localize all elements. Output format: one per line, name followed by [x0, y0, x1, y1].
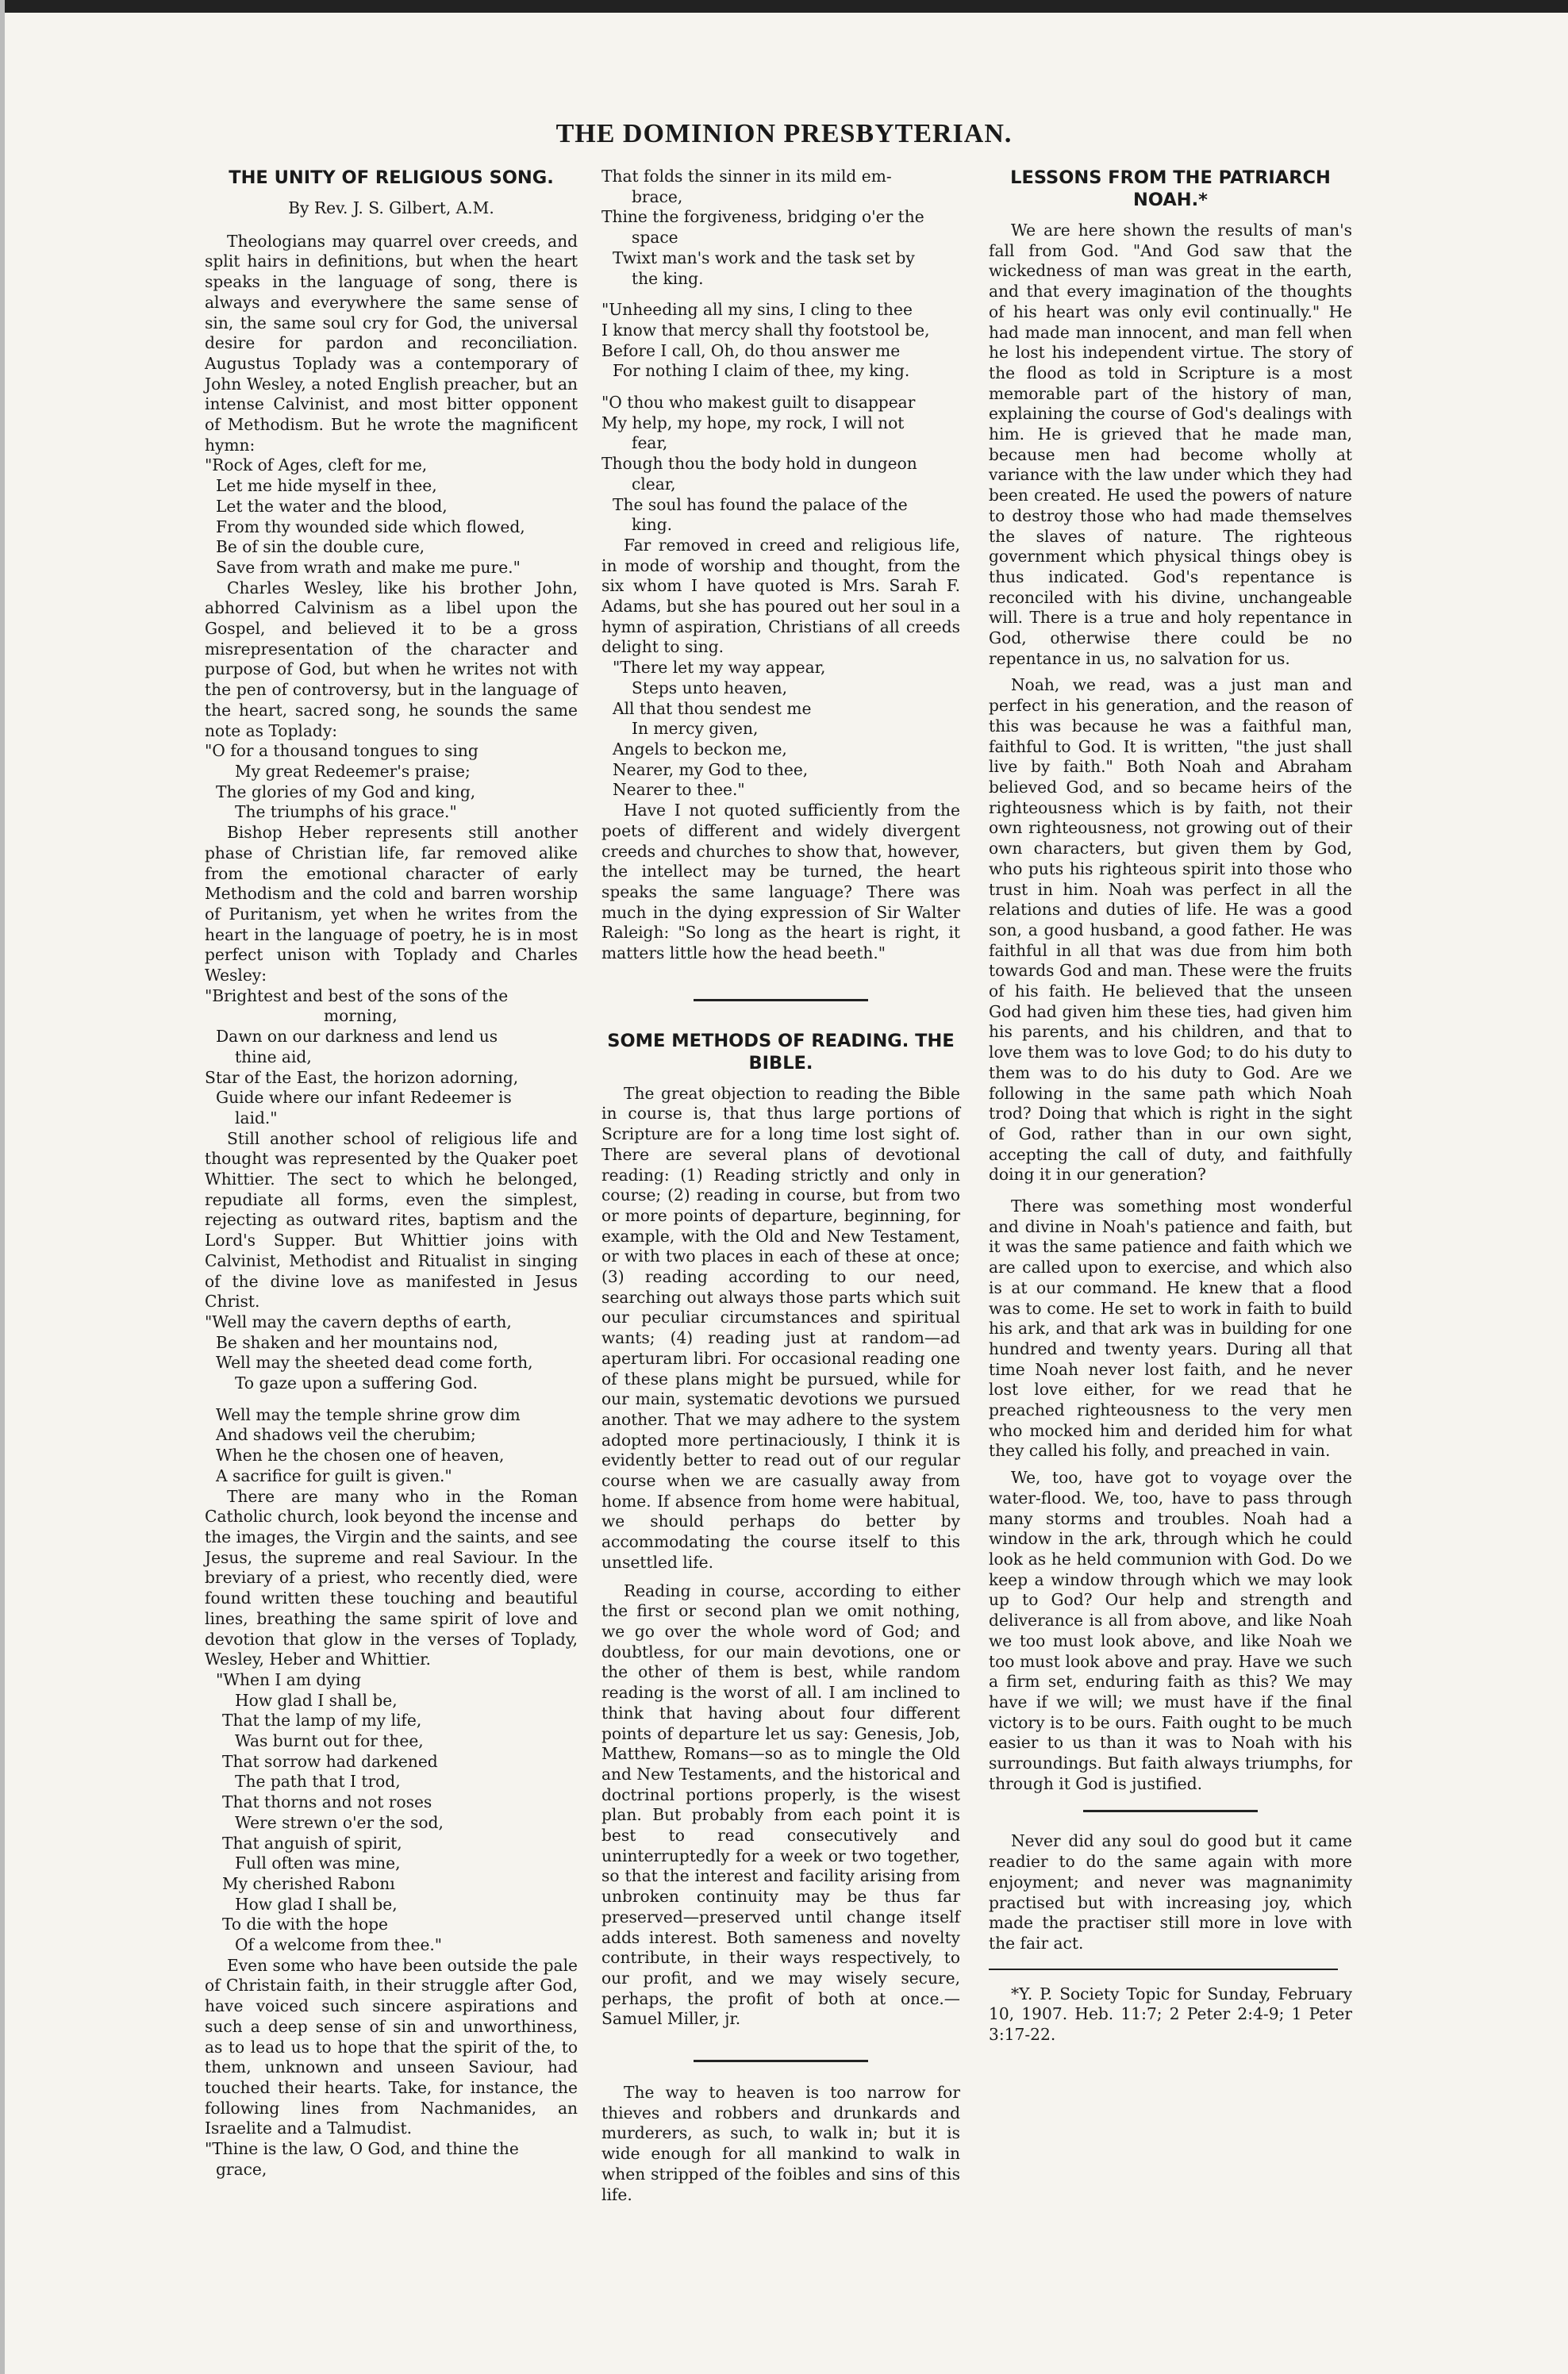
- verse-line: Let the water and the blood,: [216, 496, 448, 516]
- verse-line: That the lamp of my life,: [222, 1711, 422, 1731]
- verse-line: Dawn on our darkness and lend us: [216, 1027, 498, 1047]
- verse-line: thine aid,: [235, 1047, 312, 1066]
- verse-line: The path that I trod,: [235, 1772, 401, 1792]
- top-scan-band: [0, 0, 1568, 13]
- article-title-methods: SOME METHODS OF READING. THE BIBLE.: [607, 1030, 955, 1074]
- verse-line: brace,: [632, 186, 683, 206]
- verse-line: Twixt man's work and the task set by: [613, 248, 915, 267]
- verse-line: "O thou who makest guilt to disappear: [601, 393, 916, 413]
- article-title-noah: LESSONS FROM THE PATRIARCH NOAH.*: [1010, 167, 1331, 210]
- verse-line: Thine the forgiveness, bridging o'er the: [601, 207, 924, 227]
- verse-line: king.: [632, 515, 673, 535]
- hymn-verse: [601, 167, 960, 289]
- verse-line: Nearer to thee.": [613, 780, 745, 800]
- paragraph: There was something most wonderful and divine in Noah's patience and faith, but it was the same patience and faith which we are called upon to exercise, and which also is at our command. He knew that a flood was to come. He set to work in faith to build his ark, and that ark was in building for one hundred and twenty years. During all that time Noah never lost faith, and he never lost love either, for we read that he preached righteousness to the very men who mocked him and derided him for what they called his folly, and preached in vain.: [989, 1197, 1352, 1461]
- paragraph: Theologians may quarrel over creeds, and split hairs in definitions, but when the heart speaks in the language of song, there is always and everywhere the same sense of sin, the same soul cry for God, the universal desire for pardon and reconciliation. Augustus Toplady was a contemporary of John Wesley, a noted English preacher, but an intense Calvinist, and most bitter opponent of Methodism. But he wrote the magnificent hymn:: [205, 231, 578, 455]
- verse-line: clear,: [632, 474, 676, 494]
- hymn-verse: [601, 300, 960, 382]
- verse-line: Of a welcome from thee.": [235, 1935, 443, 1955]
- verse-line: "Brightest and best of the sons of the: [205, 985, 509, 1005]
- verse-line: How glad I shall be,: [235, 1690, 398, 1710]
- verse-line: "Well may the cavern depths of earth,: [205, 1312, 512, 1331]
- column-1: [205, 167, 578, 2180]
- hymn-verse: [205, 741, 578, 823]
- paragraph: Still another school of religious life and thought was represented by the Quaker poet Whittier. The sect to which he belonged, repudiate all forms, even the simplest, rejecting as outward rites, baptism and the Lord's Supper. But Whittier joins with Calvinist, Methodist and Ritualist in singing of the divine love as manifested in Jesus Christ.: [205, 1128, 578, 1312]
- verse-line: To die with the hope: [222, 1915, 388, 1934]
- verse-line: To gaze upon a suffering God.: [235, 1373, 478, 1393]
- verse-line: The triumphs of his grace.": [235, 802, 457, 822]
- verse-line: "Thine is the law, O God, and thine the: [205, 2139, 519, 2159]
- paragraph: Noah, we read, was a just man and perfect in his generation, and the reason of this was because he was a faithful man, faithful to God. It is written, "the just shall live by faith." Both Noah and Abraham believed God, and so became heirs of the righteousness which is by faith, not their own righteousness, not growing out of their own characters, but given them by God, who puts his righteous spirit into those who trust in him. Noah was perfect in all the relations and duties of life. He was a good son, a good husband, a good father. He was faithful in all that was due from him both towards God and man. These were the fruits of his faith. He believed that the unseen God had given him these ties, had given him his parents, and his children, and that to love them was to love God; to do his duty to them was to do his duty to God. Are we following in the same path which Noah trod? Doing that which is right in the sight of God, rather than in our own sight, accepting the call of duty, and faithfully doing it in our generation?: [989, 675, 1352, 1185]
- article-divider: [694, 2060, 868, 2062]
- column-2: [601, 167, 960, 2205]
- verse-line: Before I call, Oh, do thou answer me: [601, 340, 901, 360]
- paragraph: Bishop Heber represents still another phase of Christian life, far removed alike from the emotional character of early Methodism and the cold and barren worship of Puritanism, yet when he writes from the heart in the language of poetry, he is in most perfect unison with Toplady and Charles Wesley:: [205, 823, 578, 985]
- article-divider: [1083, 1810, 1258, 1812]
- paragraph: Even some who have been outside the pale of Christain faith, in their struggle after God, have voiced such sincere aspirations and such a deep sense of sin and unworthiness, as to lead us to hope that the spirit of the, to them, unknown and unseen Saviour, had touched their hearts. Take, for instance, the following lines from Nachmanides, an Israelite and a Talmudist.: [205, 1955, 578, 2138]
- stanza-gap: [601, 289, 960, 300]
- verse-line: "Unheeding all my sins, I cling to thee: [601, 300, 913, 320]
- hymn-verse: [205, 455, 578, 578]
- verse-line: That thorns and not roses: [222, 1792, 432, 1812]
- verse-line: My help, my hope, my rock, I will not: [601, 413, 905, 432]
- hymn-verse: [205, 1670, 578, 1956]
- stanza-gap: [205, 1394, 578, 1405]
- verse-line: Guide where our infant Redeemer is: [216, 1088, 512, 1108]
- paragraph: The great objection to reading the Bible in course is, that thus large portions of Scripture are for a long time lost sight of. There are several plans of devotional reading: (1) Reading strictly and only in course; (2) reading in course, but from two or more points of departure, beginning, for example, with the Old and New Testament, or with two places in each of these at once; (3) reading according to our need, searching out always those parts which suit our peculiar circumstances and spiritual wants; (4) reading just at random—ad aperturam libri. For occasional reading one of these plans might be pursued, while for our main, systematic devotions we pursued another. That we may adhere to the system adopted more pertinaciously, I think it is evidently better to read out of our regular course when we are casually away from home. If absence from home were habitual, we should perhaps do better by accommodating the course itself to this unsettled life.: [601, 1083, 960, 1572]
- paragraph: Far removed in creed and religious life, in mode of worship and thought, from the six whom I have quoted is Mrs. Sarah F. Adams, but she has poured out her soul in a hymn of aspiration, Christians of all creeds delight to sing.: [601, 535, 960, 657]
- verse-line: Nearer, my God to thee,: [613, 759, 809, 779]
- verse-line: the king.: [632, 268, 704, 288]
- verse-line: The soul has found the palace of the: [613, 494, 908, 514]
- hymn-verse: [601, 658, 960, 801]
- hymn-verse: [205, 986, 578, 1129]
- verse-line: Was burnt out for thee,: [235, 1731, 424, 1751]
- verse-line: The glories of my God and king,: [216, 782, 476, 801]
- verse-line: Were strewn o'er the sod,: [235, 1812, 444, 1832]
- verse-line: All that thou sendest me: [613, 698, 812, 718]
- hymn-verse: [205, 1312, 578, 1394]
- paragraph: Charles Wesley, like his brother John, abhorred Calvinism as a libel upon the Gospel, and believed it to be a gross misrepresentation of the character and purpose of God, but when he writes not with the pen of controversy, but in the language of the heart, sacred song, he sounds the same note as Toplady:: [205, 578, 578, 740]
- paragraph: We are here shown the results of man's fall from God. "And God saw that the wickedness of man was great in the earth, and that every imagination of the thoughts of his heart was only evil continually." He had made man innocent, and man fell when he lost his independent virtue. The story of the flood as told in Scripture is a most memorable part of the history of man, explaining the course of God's dealings with him. He is grieved that he made man, because men had become wholly at variance with the law under which they had been created. He used the powers of nature to destroy those who had made themselves the slaves of nature. The righteous government which physical things obey is thus indicated. God's repentance is reconciled with his divine, unchangeable will. There is a true and holy repentance in God, otherwise there could be no repentance in us, no salvation for us.: [989, 221, 1352, 668]
- verse-line: Star of the East, the horizon adorning,: [205, 1067, 519, 1087]
- verse-line: laid.": [235, 1108, 278, 1127]
- verse-line: fear,: [632, 433, 668, 453]
- verse-line: "There let my way appear,: [613, 658, 826, 678]
- verse-line: Be shaken and her mountains nod,: [216, 1332, 498, 1352]
- stanza-gap: [601, 382, 960, 393]
- verse-line: How glad I shall be,: [235, 1894, 398, 1914]
- verse-line: Angels to beckon me,: [613, 739, 787, 759]
- verse-line: "O for a thousand tongues to sing: [205, 741, 478, 761]
- hymn-verse: [205, 2139, 578, 2180]
- verse-line: My cherished Rabonı: [222, 1873, 395, 1893]
- verse-line: My great Redeemer's praise;: [235, 761, 471, 781]
- verse-line: Well may the sheeted dead come forth,: [216, 1353, 533, 1373]
- paragraph: The way to heaven is too narrow for thieves and robbers and drunkards and murderers, as such, to walk in; but it is wide enough for all mankind to walk in when stripped of the foibles and sins of this life.: [601, 2083, 960, 2204]
- verse-line: That folds the sinner in its mild em-: [601, 167, 892, 186]
- verse-line: Let me hide myself in thee,: [216, 476, 437, 496]
- paragraph: Have I not quoted sufficiently from the poets of different and widely divergent creeds and churches to show that, however, the intellect may be turned, the heart speaks the same language? There was much in the dying expression of Sir Walter Raleigh: "So long as the heart is right, it matters little how the head beeth.": [601, 801, 960, 963]
- paragraph: Never did any soul do good but it came readier to do the same again with more enjoyment; and never was magnanimity practised but with increasing joy, which made the practiser still more in love with the fair act.: [989, 1831, 1352, 1953]
- paragraph: We, too, have got to voyage over the water-flood. We, too, have to pass through many storms and troubles. Noah had a window in the ark, through which he could look as he held communion with God. Do we keep a window through which we may look up to God? Our help and strength and deliverance is all from above, and like Noah we too must look above, and like Noah we too must look above and pray. Have we such a firm set, enduring faith as this? We may have if we will; we must have if the final victory is to be ours. Faith ought to be much easier to us than it was to Noah with his surroundings. But faith always triumphs, for through it God is justified.: [989, 1468, 1352, 1793]
- verse-line: grace,: [216, 2159, 267, 2179]
- verse-line: Though thou the body hold in dungeon: [601, 454, 917, 474]
- column-3: [989, 167, 1352, 2046]
- article-title-unity: THE UNITY OF RELIGIOUS SONG.: [229, 167, 554, 188]
- verse-line: "Rock of Ages, cleft for me,: [205, 455, 428, 475]
- verse-line: "When I am dying: [216, 1669, 362, 1689]
- verse-line: When he the chosen one of heaven,: [216, 1446, 505, 1466]
- footnote-divider: [989, 1969, 1338, 1970]
- verse-line: And shadows veil the cherubim;: [216, 1425, 476, 1445]
- article-divider: [694, 999, 868, 1001]
- verse-line: Well may the temple shrine grow dim: [216, 1404, 521, 1424]
- verse-line: morning,: [324, 1006, 398, 1026]
- article-byline: By Rev. J. S. Gilbert, A.M.: [288, 198, 494, 217]
- verse-line: space: [632, 228, 678, 248]
- verse-line: From thy wounded side which flowed,: [216, 517, 525, 536]
- left-scan-edge: [0, 0, 5, 2374]
- verse-line: Steps unto heaven,: [632, 678, 788, 697]
- hymn-verse: [601, 393, 960, 536]
- verse-line: Be of sin the double cure,: [216, 537, 425, 557]
- paragraph: Reading in course, according to either the first or second plan we omit nothing, we go over the whole word of God; and doubtless, for our main devotions, one or the other of them is best, while random reading is the worst of all. I am inclined to think that having about four different points of departure let us say: Genesis, Job, Matthew, Romans—so as to mingle the Old and New Testaments, and the historical and doctrinal portions properly, is the wisest plan. But probably from each point it is best to read consecutively and uninterruptedly for a week or two together, so that the interest and facility arising from unbroken continuity may be thus far preserved—preserved until change itself adds interest. Both sameness and novelty contribute, in their ways respectively, to our profit, and we may wisely secure, perhaps, the profit of both at once.—Samuel Miller, jr.: [601, 1581, 960, 2029]
- verse-line: Save from wrath and make me pure.": [216, 557, 521, 577]
- verse-line: Full often was mine,: [235, 1853, 401, 1873]
- newspaper-masthead: THE DOMINION PRESBYTERIAN.: [555, 119, 1013, 148]
- footnote: *Y. P. Society Topic for Sunday, February 10, 1907. Heb. 11:7; 2 Peter 2:4-9; 1 Peter 3:17-22.: [989, 1984, 1352, 2045]
- verse-line: In mercy given,: [632, 719, 759, 739]
- verse-line: A sacrifice for guilt is given.": [216, 1466, 452, 1485]
- verse-line: I know that mercy shall thy footstool be,: [601, 320, 930, 340]
- hymn-verse: [205, 1405, 578, 1487]
- verse-line: That sorrow had darkened: [222, 1751, 438, 1771]
- verse-line: For nothing I claim of thee, my king.: [613, 361, 910, 381]
- paragraph: There are many who in the Roman Catholic church, look beyond the incense and the images, the Virgin and the saints, and see Jesus, the supreme and real Saviour. In the breviary of a priest, who recently died, were found written these touching and beautiful lines, breathing the same spirit of love and devotion that glow in the verses of Toplady, Wesley, Heber and Whittier.: [205, 1486, 578, 1669]
- verse-line: That anguish of spirit,: [222, 1833, 402, 1853]
